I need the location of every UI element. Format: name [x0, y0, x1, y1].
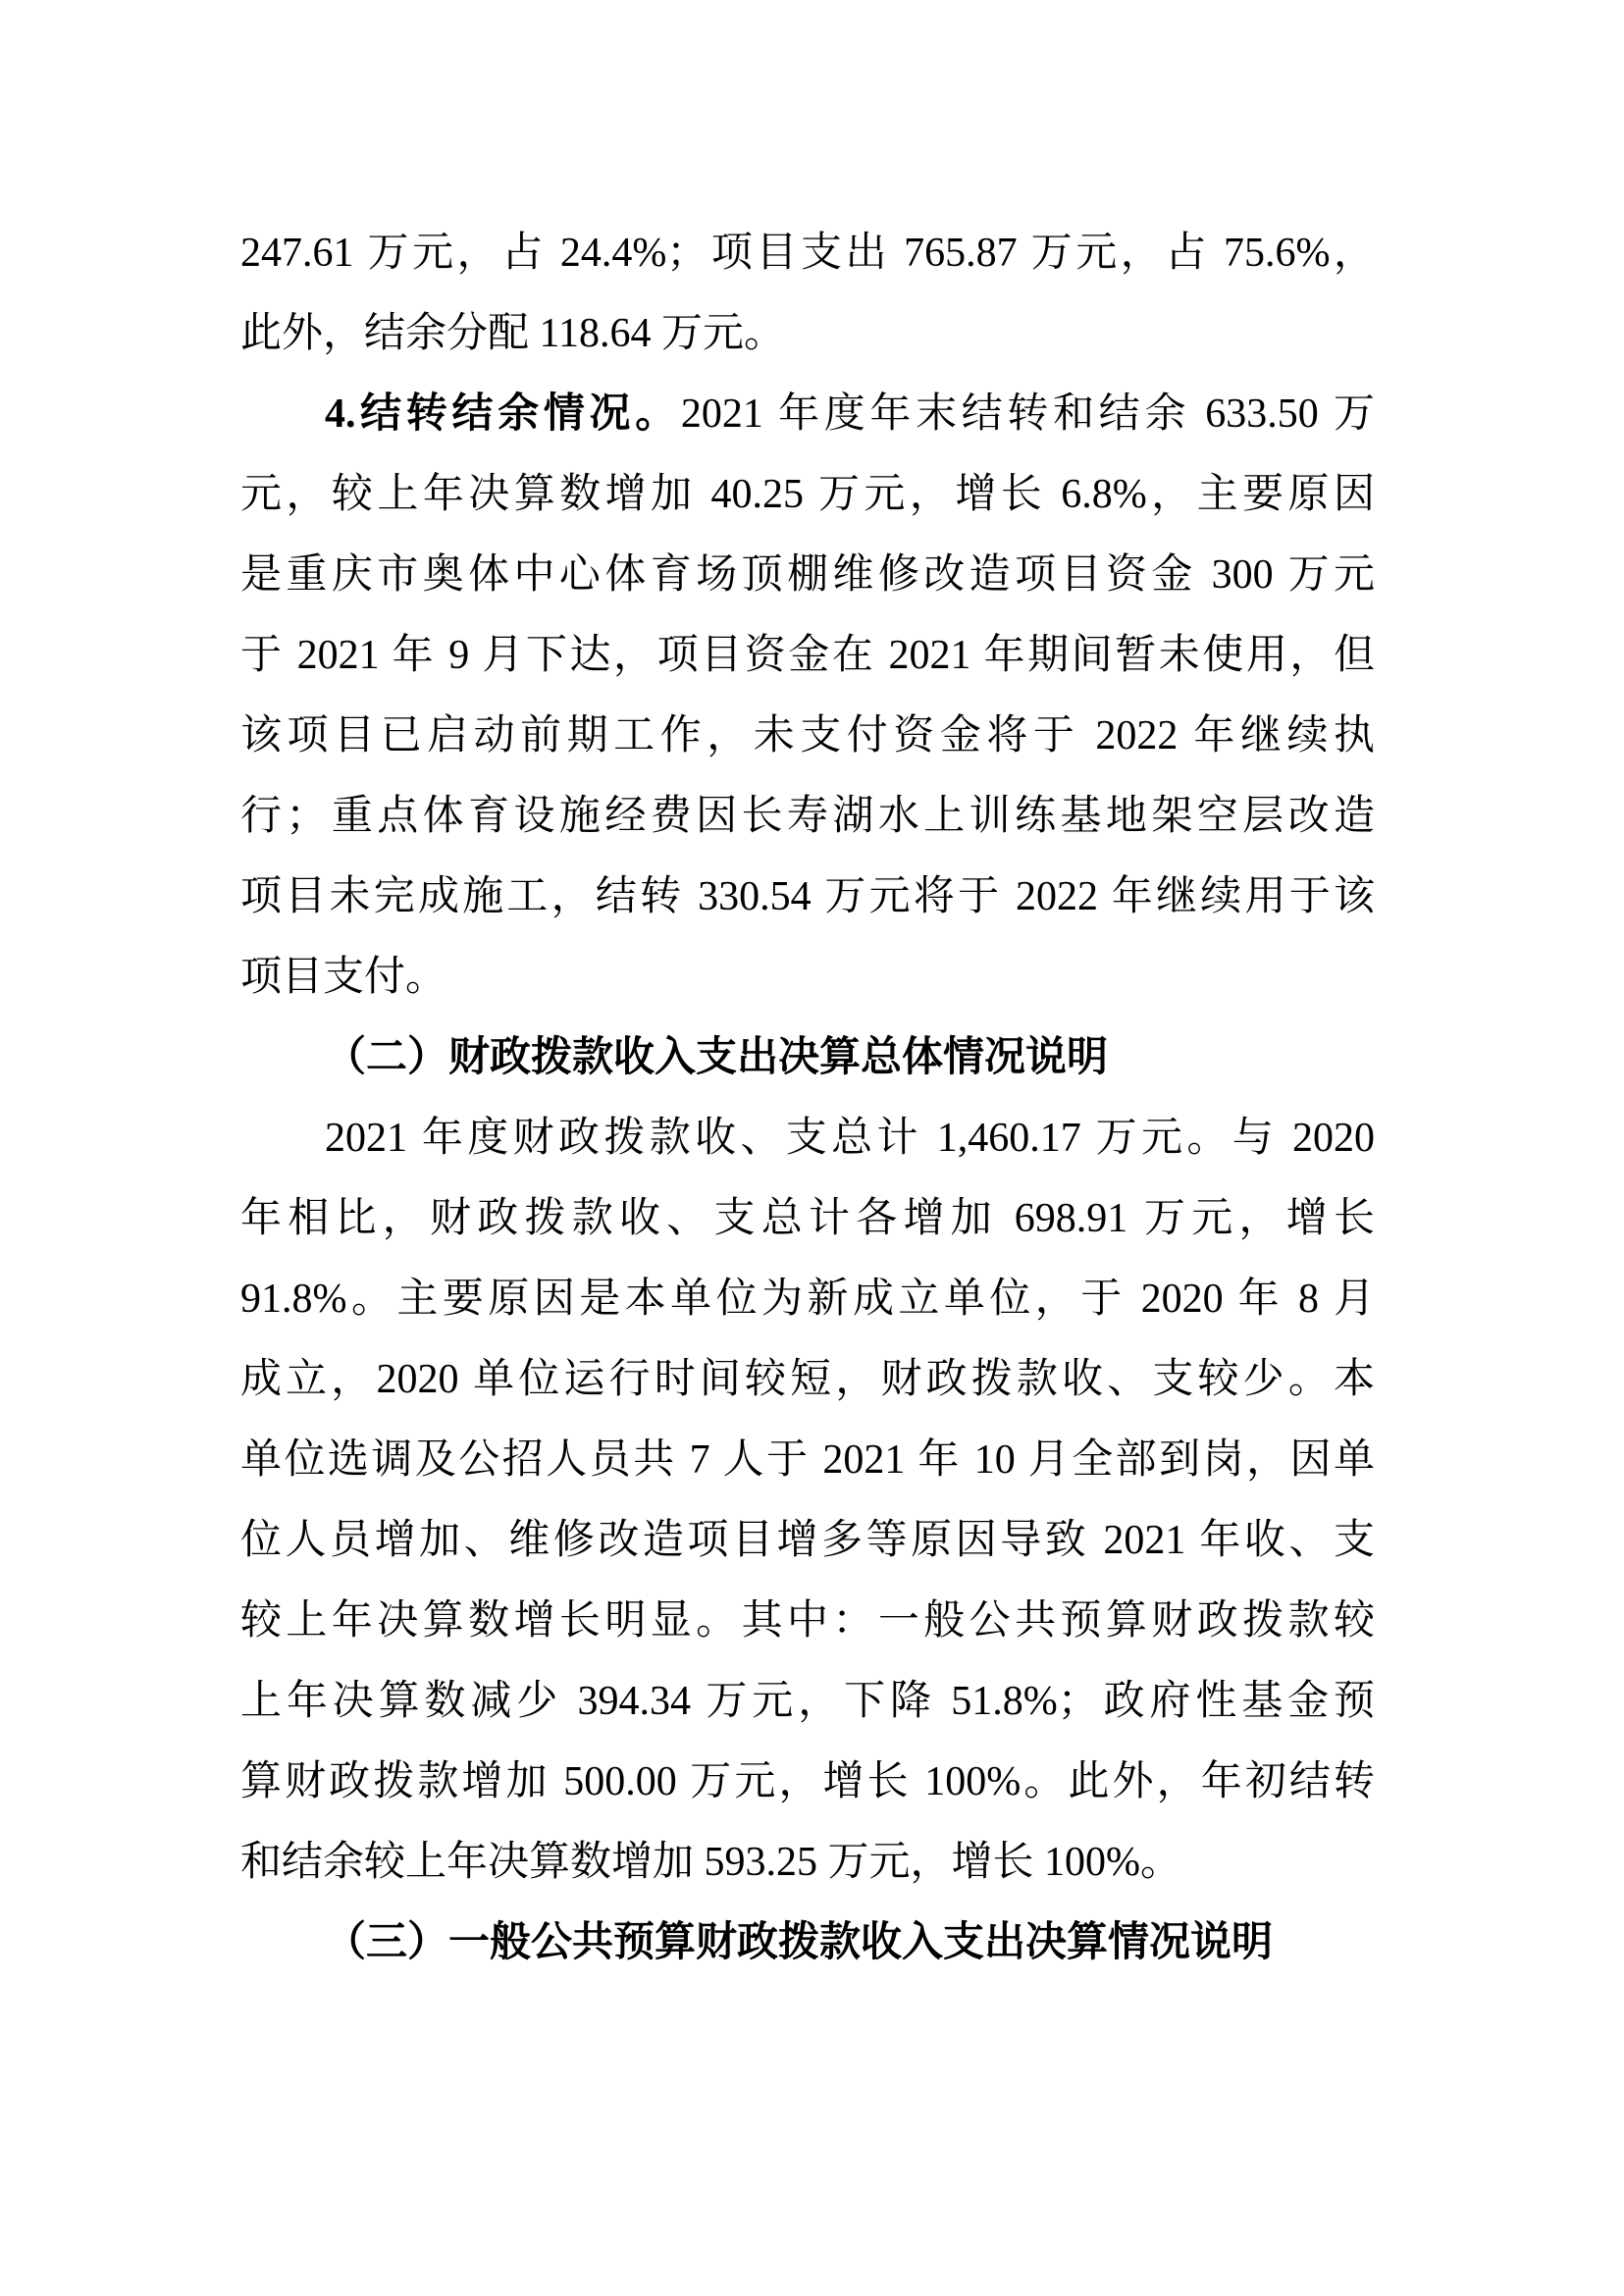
text-line: [240, 374, 1375, 454]
text-line: [240, 696, 1375, 776]
text-line: [240, 1581, 1375, 1661]
text-run: 是重庆市奥体中心体育场顶棚维修改造项目资金 300 万元: [240, 552, 1375, 598]
text-line: [240, 1259, 1375, 1339]
document-body: [240, 213, 1375, 1983]
heading-line: [240, 1018, 1375, 1098]
text-run: 和结余较上年决算数增加 593.25 万元，增长 100%。: [240, 1840, 1181, 1885]
text-run: 于 2021 年 9 月下达，项目资金在 2021 年期间暂未使用，但: [240, 633, 1375, 678]
text-run: 位人员增加、维修改造项目增多等原因导致 2021 年收、支: [240, 1518, 1375, 1563]
text-line: [240, 454, 1375, 535]
bold-text-run: （三）一般公共预算财政拨款收入支出决算情况说明: [325, 1920, 1274, 1965]
text-run: 较上年决算数增长明显。其中：一般公共预算财政拨款较: [240, 1598, 1375, 1644]
text-line: [240, 937, 1375, 1018]
text-run: 此外，结余分配 118.64 万元。: [240, 311, 785, 356]
text-line: [240, 1661, 1375, 1742]
text-line: [240, 1742, 1375, 1822]
text-run: 该项目已启动前期工作，未支付资金将于 2022 年继续执: [240, 713, 1375, 758]
text-run: 91.8%。主要原因是本单位为新成立单位，于 2020 年 8 月: [240, 1277, 1375, 1322]
text-line: [240, 1822, 1375, 1903]
text-run: 项目支付。: [240, 955, 447, 1000]
text-run: 2021 年度财政拨款收、支总计 1,460.17 万元。与 2020: [325, 1116, 1375, 1161]
text-run: 算财政拨款增加 500.00 万元，增长 100%。此外，年初结转: [240, 1759, 1375, 1804]
text-run: 年相比，财政拨款收、支总计各增加 698.91 万元，增长: [240, 1196, 1375, 1241]
text-line: [240, 293, 1375, 374]
text-run: 元，较上年决算数增加 40.25 万元，增长 6.8%，主要原因: [240, 472, 1375, 517]
text-line: [240, 776, 1375, 857]
text-line: [240, 1500, 1375, 1581]
text-line: [240, 1178, 1375, 1259]
text-line: [240, 857, 1375, 937]
bold-text-run: （二）财政拨款收入支出决算总体情况说明: [325, 1035, 1109, 1080]
text-line: [240, 1420, 1375, 1500]
bold-text-run: 4.结转结余情况。: [325, 391, 681, 437]
text-line: [240, 615, 1375, 696]
text-line: [240, 1098, 1375, 1178]
text-run: 项目未完成施工，结转 330.54 万元将于 2022 年继续用于该: [240, 874, 1375, 919]
text-line: [240, 535, 1375, 615]
text-run: 单位选调及公招人员共 7 人于 2021 年 10 月全部到岗，因单: [240, 1437, 1375, 1483]
text-run: 247.61 万元，占 24.4%；项目支出 765.87 万元，占 75.6%，: [240, 231, 1375, 276]
text-run: 2021 年度年末结转和结余 633.50 万: [680, 391, 1375, 437]
text-line: [240, 213, 1375, 293]
text-run: 成立，2020 单位运行时间较短，财政拨款收、支较少。本: [240, 1357, 1375, 1402]
text-run: 上年决算数减少 394.34 万元，下降 51.8%；政府性基金预: [240, 1679, 1375, 1724]
text-line: [240, 1339, 1375, 1420]
text-run: 行；重点体育设施经费因长寿湖水上训练基地架空层改造: [240, 794, 1375, 839]
heading-line: [240, 1903, 1375, 1983]
